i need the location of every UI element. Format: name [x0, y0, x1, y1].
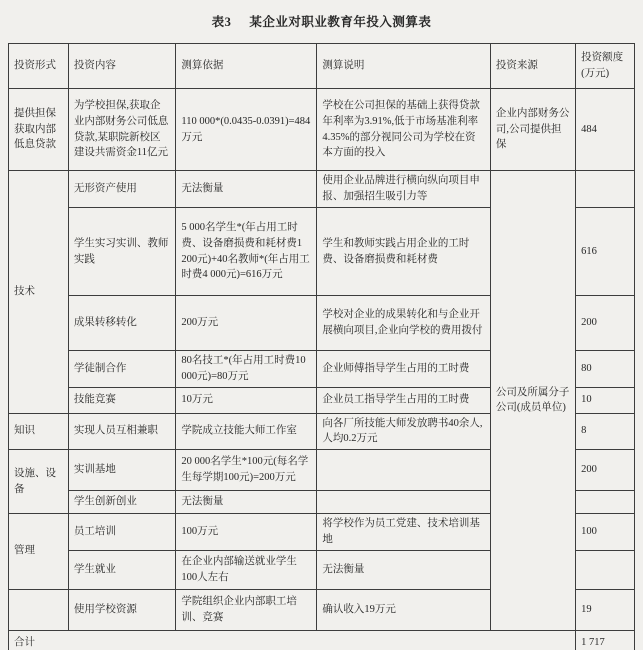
cell-invest-content: 为学校担保,获取企业内部财务公司低息贷款,某职院新校区建设共需资金11亿元 [68, 89, 176, 171]
cell-calc-note: 企业师傅指导学生占用的工时费 [317, 351, 490, 388]
column-header-content: 投资内容 [68, 44, 176, 89]
cell-invest-content: 学生实习实训、教师实践 [68, 208, 176, 296]
total-row [9, 630, 635, 650]
cell-invest-amount: 200 [576, 450, 635, 491]
cell-invest-amount [576, 171, 635, 208]
cell-invest-source: 企业内部财务公司,公司提供担保 [490, 89, 575, 171]
cell-invest-content: 学生创新创业 [68, 491, 176, 514]
cell-calc-note: 确认收入19万元 [317, 589, 490, 630]
cell-total-label: 合计 [9, 630, 576, 650]
cell-invest-content: 无形资产使用 [68, 171, 176, 208]
cell-calc-note: 向各厂所技能大师发放聘书40余人,人均0.2万元 [317, 413, 490, 450]
cell-invest-content: 学生就业 [68, 550, 176, 589]
cell-invest-amount: 100 [576, 514, 635, 551]
cell-calc-note: 无法衡量 [317, 550, 490, 589]
cell-total-amount: 1 717 [576, 630, 635, 650]
cell-calc-basis: 在企业内部输送就业学生100人左右 [176, 550, 317, 589]
cell-calc-note: 将学校作为员工党建、技术培训基地 [317, 514, 490, 551]
cell-invest-form [9, 589, 69, 630]
cell-calc-basis: 200万元 [176, 296, 317, 351]
cell-invest-content: 员工培训 [68, 514, 176, 551]
cell-calc-note: 学校在公司担保的基础上获得贷款年利率为3.91%,低于市场基准利率4.35%的部分视同公司为学校在资本方面的投入 [317, 89, 490, 171]
cell-calc-note: 使用企业品牌进行横向纵向项目申报、加强招生吸引力等 [317, 171, 490, 208]
column-header-amount: 投资额度(万元) [576, 44, 635, 89]
investment-table [8, 43, 635, 650]
cell-invest-form: 知识 [9, 413, 69, 450]
cell-invest-form: 技术 [9, 171, 69, 414]
cell-calc-basis: 5 000名学生*(年占用工时费、设备磨损费和耗材费1 200元)+40名教师*(年占用工时费4 000元)=616万元 [176, 208, 317, 296]
cell-invest-amount: 80 [576, 351, 635, 388]
column-header-form: 投资形式 [9, 44, 69, 89]
header-row [9, 44, 635, 89]
cell-calc-basis: 无法衡量 [176, 491, 317, 514]
column-header-source: 投资来源 [490, 44, 575, 89]
table-title-text: 某企业对职业教育年投入测算表 [249, 15, 432, 29]
cell-invest-form: 提供担保获取内部低息贷款 [9, 89, 69, 171]
table-row [9, 171, 635, 208]
cell-calc-note: 学校对企业的成果转化和与企业开展横向项目,企业向学校的费用拨付 [317, 296, 490, 351]
cell-calc-basis: 100万元 [176, 514, 317, 551]
cell-invest-content: 实训基地 [68, 450, 176, 491]
cell-invest-amount [576, 550, 635, 589]
cell-calc-note: 企业员工指导学生占用的工时费 [317, 387, 490, 413]
cell-calc-note [317, 450, 490, 491]
column-header-basis: 测算依据 [176, 44, 317, 89]
cell-invest-content: 实现人员互相兼职 [68, 413, 176, 450]
cell-invest-form: 设施、设备 [9, 450, 69, 514]
table-title [8, 12, 635, 30]
cell-invest-form: 管理 [9, 514, 69, 590]
cell-invest-amount: 19 [576, 589, 635, 630]
cell-calc-basis: 学院成立技能大师工作室 [176, 413, 317, 450]
cell-invest-amount: 8 [576, 413, 635, 450]
cell-calc-basis: 110 000*(0.0435-0.0391)=484万元 [176, 89, 317, 171]
cell-invest-amount: 200 [576, 296, 635, 351]
cell-calc-basis: 无法衡量 [176, 171, 317, 208]
cell-calc-basis: 20 000名学生*100元(每名学生每学期100元)=200万元 [176, 450, 317, 491]
column-header-note: 测算说明 [317, 44, 490, 89]
cell-invest-content: 学徒制合作 [68, 351, 176, 388]
cell-invest-content: 成果转移转化 [68, 296, 176, 351]
cell-invest-amount: 616 [576, 208, 635, 296]
cell-calc-note: 学生和教师实践占用企业的工时费、设备磨损费和耗材费 [317, 208, 490, 296]
cell-calc-basis: 80名技工*(年占用工时费10 000元)=80万元 [176, 351, 317, 388]
cell-invest-content: 使用学校资源 [68, 589, 176, 630]
cell-invest-amount: 10 [576, 387, 635, 413]
table-number: 表3 [211, 15, 232, 29]
cell-invest-content: 技能竞赛 [68, 387, 176, 413]
cell-invest-source: 公司及所属分子公司(成员单位) [490, 171, 575, 631]
cell-invest-amount [576, 491, 635, 514]
cell-calc-basis: 10万元 [176, 387, 317, 413]
cell-invest-amount: 484 [576, 89, 635, 171]
table-row [9, 89, 635, 171]
cell-calc-note [317, 491, 490, 514]
cell-calc-basis: 学院组织企业内部职工培训、竞赛 [176, 589, 317, 630]
